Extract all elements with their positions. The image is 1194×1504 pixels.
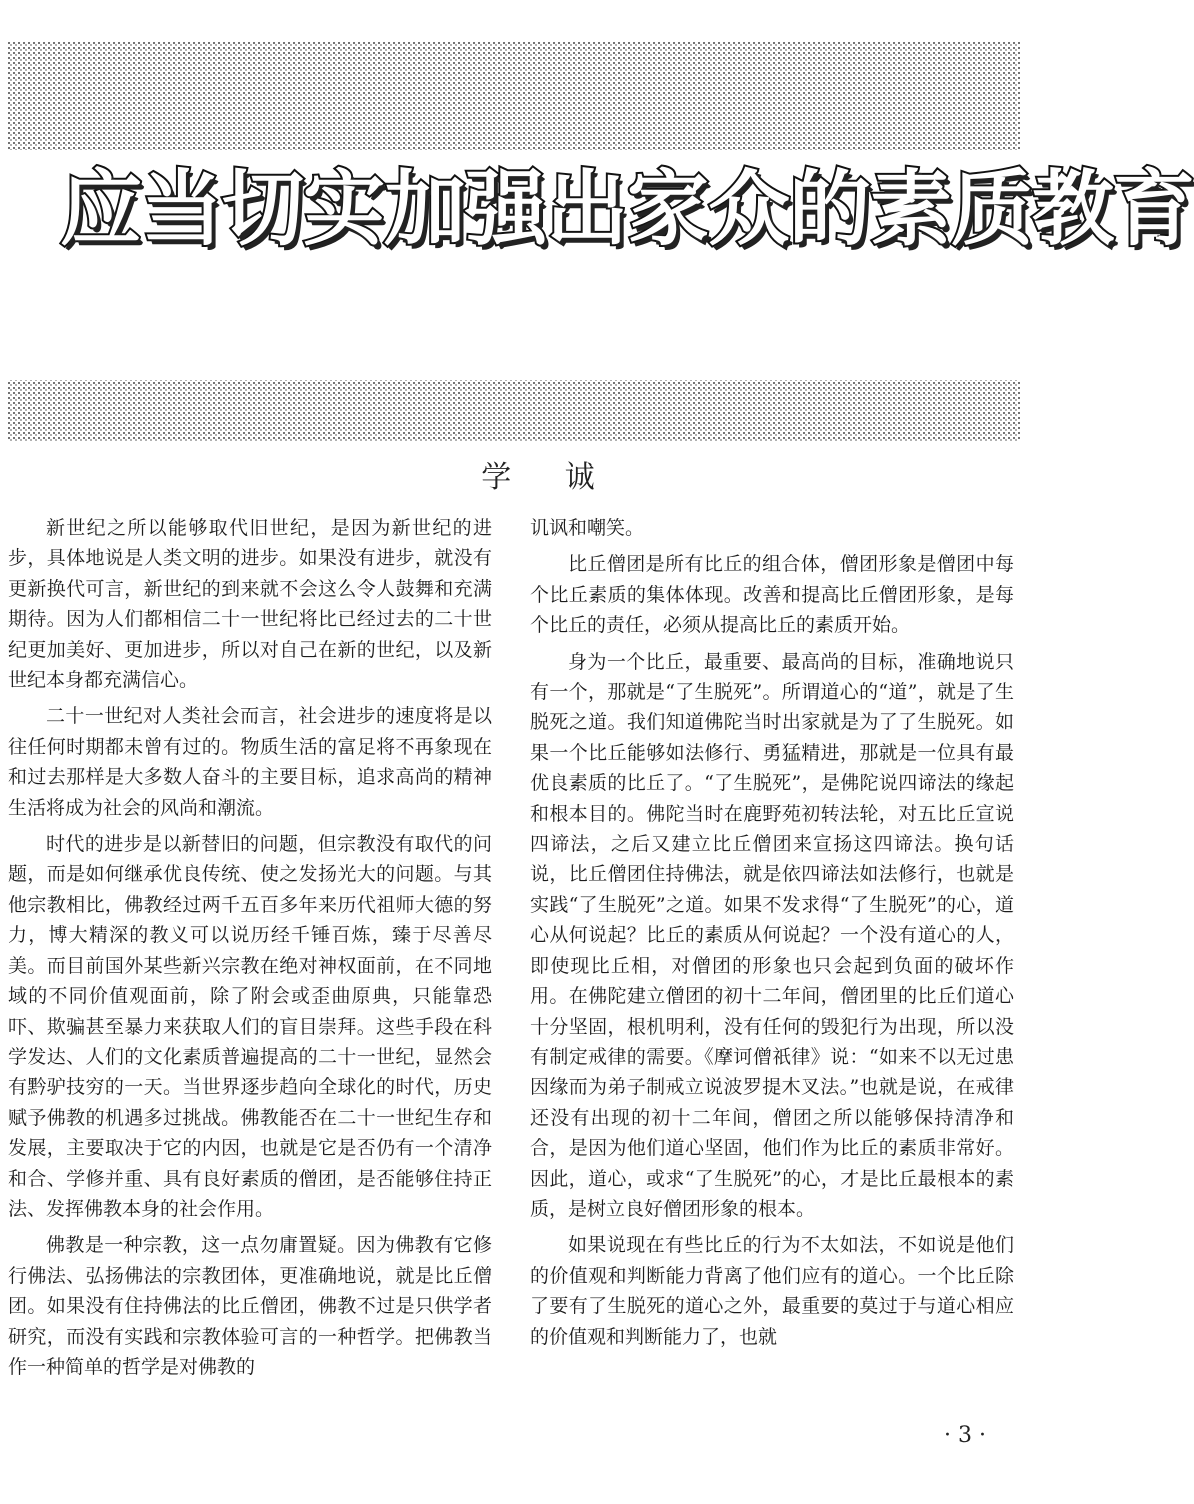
paragraph: 新世纪之所以能够取代旧世纪，是因为新世纪的进步，具体地说是人类文明的进步。如果没有进步，就没有更新换代可言，新世纪的到来就不会这么令人鼓舞和充满期待。因为人们都相信二十一世纪将比已经过去的二十世纪更加美好、更加进步，所以对自己在新的世纪，以及新世纪本身都充满信心。 bbox=[8, 517, 492, 692]
paragraph: 如果说现在有些比丘的行为不太如法，不如说是他们的价值观和判断能力背离了他们应有的道心。一个比丘除了要有了生脱死的道心之外，最重要的莫过于与道心相应的价值观和判断能力了，也就 bbox=[530, 1234, 1014, 1348]
paragraph-continuation: 讥讽和嘲笑。 bbox=[530, 517, 645, 539]
paragraph: 二十一世纪对人类社会而言，社会进步的速度将是以往任何时期都未曾有过的。物质生活的富足将不再象现在和过去那样是大多数人奋斗的主要目标，追求高尚的精神生活将成为社会的风尚和潮流。 bbox=[8, 705, 492, 819]
right-column bbox=[530, 513, 1014, 1358]
page-number: · 3 · bbox=[944, 1423, 986, 1448]
paragraph: 身为一个比丘，最重要、最高尚的目标，准确地说只有一个，那就是“了生脱死”。所谓道心的“道”，就是了生脱死之道。我们知道佛陀当时出家就是为了了生脱死。如果一个比丘能够如法修行、勇猛精进，那就是一位具有最优良素质的比丘了。“了生脱死”，是佛陀说四谛法的缘起和根本目的。佛陀当时在鹿野苑初转法轮，对五比丘宣说四谛法，之后又建立比丘僧团来宣扬这四谛法。换句话说，比丘僧团住持佛法，就是依四谛法如法修行，也就是实践“了生脱死”之道。如果不发求得“了生脱死”的心，道心从何说起？比丘的素质从何说起？一个没有道心的人，即使现比丘相，对僧团的形象也只会起到负面的破坏作用。在佛陀建立僧团的初十二年间，僧团里的比丘们道心十分坚固，根机明利，没有任何的毁犯行为出现，所以没有制定戒律的需要。《摩诃僧祇律》说：“如来不以无过患因缘而为弟子制戒立说波罗提木叉法。”也就是说，在戒律还没有出现的初十二年间，僧团之所以能够保持清净和合，是因为他们道心坚固，他们作为比丘的素质非常好。因此，道心，或求“了生脱死”的心，才是比丘最根本的素质，是树立良好僧团形象的根本。 bbox=[530, 650, 1014, 1220]
left-column bbox=[8, 513, 492, 1388]
article-title: 应当切实加强出家众的素质教育 bbox=[60, 162, 1194, 257]
paragraph: 佛教是一种宗教，这一点勿庸置疑。因为佛教有它修行佛法、弘扬佛法的宗教团体，更准确地说，就是比丘僧团。如果没有住持佛法的比丘僧团，佛教不过是只供学者研究，而没有实践和宗教体验可言的一种哲学。把佛教当作一种简单的哲学是对佛教的 bbox=[8, 1234, 492, 1378]
article-author: 学 诚 bbox=[481, 460, 617, 495]
paragraph: 比丘僧团是所有比丘的组合体，僧团形象是僧团中每个比丘素质的集体体现。改善和提高比丘僧团形象，是每个比丘的责任，必须从提高比丘的素质开始。 bbox=[530, 553, 1014, 637]
paragraph: 时代的进步是以新替旧的问题，但宗教没有取代的问题，而是如何继承优良传统、使之发扬光大的问题。与其他宗教相比，佛教经过两千五百多年来历代祖师大德的努力，博大精深的教义可以说历经千锤百炼，臻于尽善尽美。而目前国外某些新兴宗教在绝对神权面前，在不同地域的不同价值观面前，除了附会或歪曲原典，只能靠恐吓、欺骗甚至暴力来获取人们的盲目崇拜。这些手段在科学发达、人们的文化素质普遍提高的二十一世纪，显然会有黔驴技穷的一天。当世界逐步趋向全球化的时代，历史赋予佛教的机遇多过挑战。佛教能否在二十一世纪生存和发展，主要取决于它的内因，也就是它是否仍有一个清净和合、学修并重、具有良好素质的僧团，是否能够住持正法、发挥佛教本身的社会作用。 bbox=[8, 833, 492, 1220]
